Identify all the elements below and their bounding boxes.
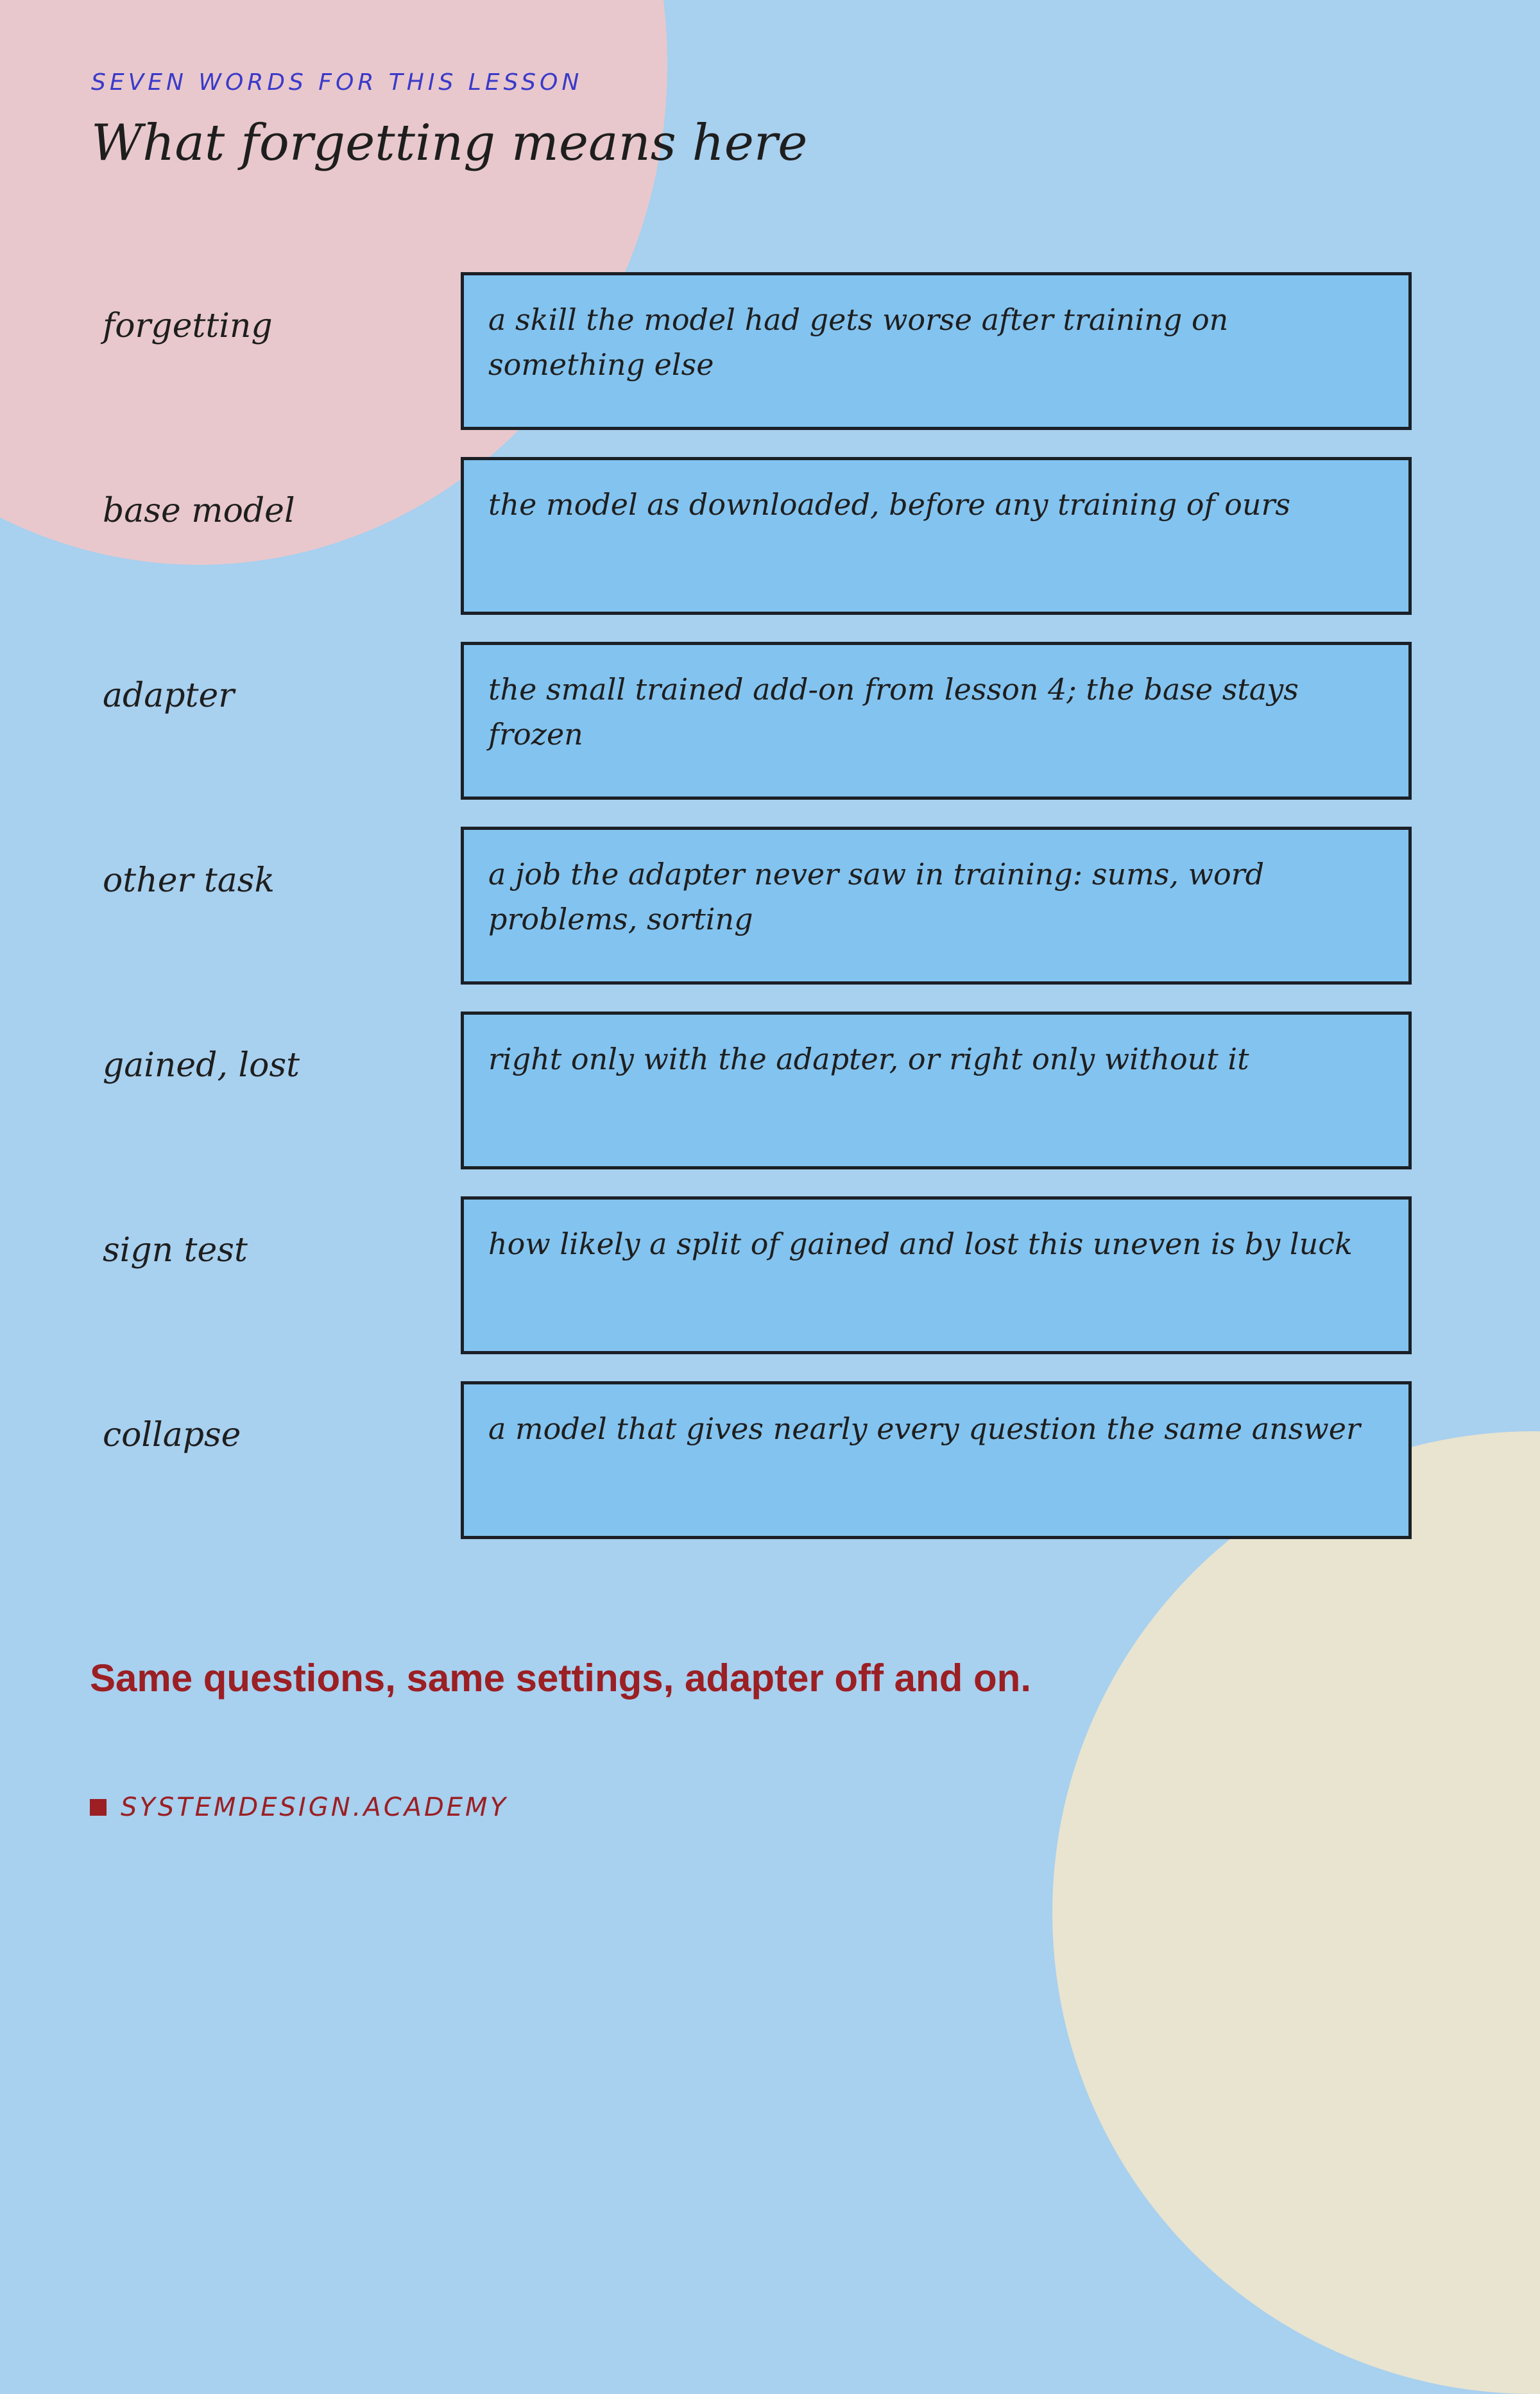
glossary-definition: the small trained add-on from lesson 4; the base stays frozen <box>461 642 1412 800</box>
takeaway-text: Same questions, same settings, adapter off and on. <box>90 1657 1031 1700</box>
glossary-term: collapse <box>103 1416 241 1454</box>
glossary-definition: a job the adapter never saw in training: sums, word problems, sorting <box>461 827 1412 985</box>
page-title: What forgetting means here <box>91 114 808 172</box>
glossary-definition: right only with the adapter, or right only without it <box>461 1012 1412 1169</box>
glossary-term: sign test <box>103 1231 248 1270</box>
glossary-term: other task <box>103 861 275 900</box>
glossary-definition: the model as downloaded, before any training of ours <box>461 457 1412 615</box>
glossary-term: base model <box>103 492 295 530</box>
brand-label: SYSTEMDESIGN.ACADEMY <box>121 1793 509 1822</box>
background-blob-cream <box>1052 1431 1540 2394</box>
glossary-term: adapter <box>103 676 235 715</box>
brand-square-icon <box>90 1799 107 1816</box>
kicker: SEVEN WORDS FOR THIS LESSON <box>91 69 583 96</box>
glossary-definition: a model that gives nearly every question the same answer <box>461 1381 1412 1539</box>
brand-mark <box>90 1793 508 1822</box>
glossary-term: gained, lost <box>103 1046 300 1085</box>
glossary-definition: how likely a split of gained and lost this uneven is by luck <box>461 1196 1412 1354</box>
glossary-definition: a skill the model had gets worse after training on something else <box>461 272 1412 430</box>
glossary-term: forgetting <box>103 307 273 345</box>
